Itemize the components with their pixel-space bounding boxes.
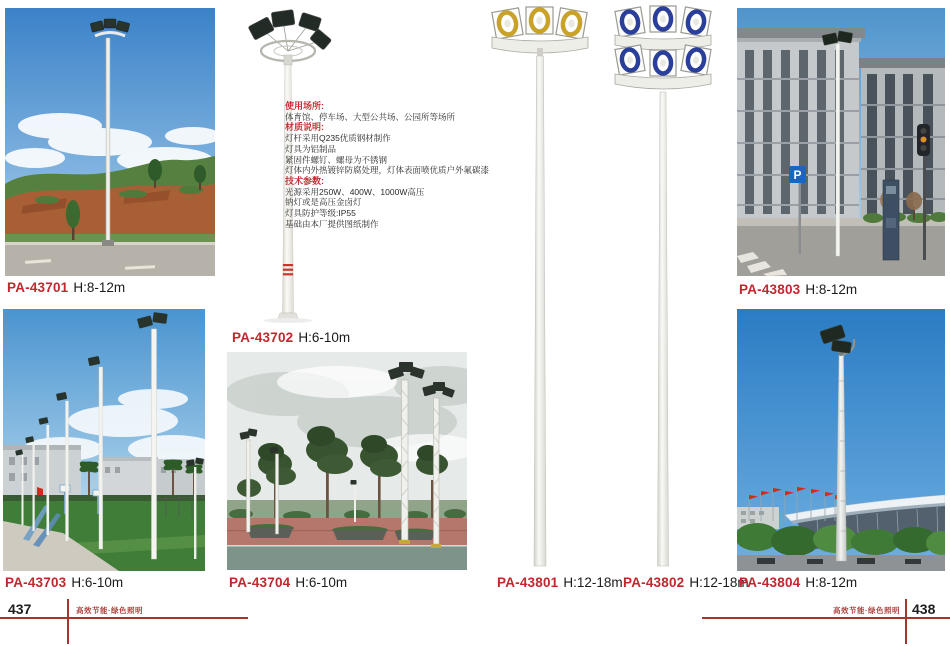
product-height: H:6-10m [295, 575, 348, 590]
building-right [859, 58, 945, 218]
material-line: 紧固件螺钉、螺母为不锈钢 [285, 154, 388, 165]
kiosk-pillar [883, 180, 899, 260]
tech-line: 灯具防护等级:IP55 [285, 208, 356, 219]
product-code: PA-43801 [497, 575, 559, 590]
plaza-teal-pavement [227, 547, 467, 571]
product-code: PA-43701 [7, 280, 69, 295]
product-code: PA-43704 [229, 575, 291, 590]
footer-divider-right [905, 599, 907, 644]
footer-divider-left [67, 599, 69, 644]
product-height: H:8-12m [805, 282, 858, 297]
parking-sign-letter: P [793, 168, 802, 182]
convention-center-scene [737, 309, 945, 571]
product-code: PA-43703 [5, 575, 67, 590]
road [737, 226, 945, 276]
court-pole-row-scene [3, 309, 205, 571]
product-photo-pa43804 [737, 309, 945, 571]
usage-header: 使用场所: [285, 101, 324, 111]
pole [658, 92, 669, 566]
product-caption-pa43701 [7, 280, 125, 295]
page-number-left: 437 [8, 601, 32, 617]
product-height: H:8-12m [73, 280, 126, 295]
product-photo-pa43801 [490, 4, 590, 572]
product-caption-pa43703 [5, 575, 123, 590]
footer-rule-left [0, 617, 248, 619]
material-line: 灯体内外热镀锌防腐处理，灯体表面喷优质户外氟碳漆 [285, 165, 490, 176]
footer-rule-right [702, 617, 950, 619]
tech-line: 钠灯或是高压金卤灯 [285, 197, 362, 208]
product-caption-pa43704 [229, 575, 347, 590]
product-code: PA-43803 [739, 282, 801, 297]
footer-slogan-right: 高效节能·绿色照明 [833, 606, 900, 615]
product-photo-pa43802 [613, 4, 713, 572]
product-height: H:12-18m [689, 575, 749, 590]
footer-slogan-left: 高效节能·绿色照明 [76, 606, 143, 615]
tech-line: 光源采用250W、400W、1000W高压 [285, 186, 425, 197]
pole [534, 56, 546, 566]
product-caption-pa43804 [739, 575, 857, 590]
spec-text-block [285, 101, 490, 229]
tech-line: 基础由本厂提供图纸制作 [285, 218, 379, 229]
product-photo-pa43803 [737, 8, 945, 276]
material-line: 灯具为铝制品 [285, 143, 337, 154]
product-photo-pa43703 [3, 309, 205, 571]
plaza-lattice-pole-scene [227, 352, 467, 570]
product-height: H:8-12m [805, 575, 858, 590]
gold-ring-lamps [497, 10, 582, 36]
red-stripes [283, 264, 293, 275]
product-caption-pa43702 [232, 330, 350, 345]
product-caption-pa43802 [623, 575, 749, 590]
blue-ring-lamps-row2 [620, 48, 705, 73]
product-photo-pa43701 [5, 8, 215, 276]
product-height: H:6-10m [71, 575, 124, 590]
stadium-pole-blue-product [613, 4, 713, 572]
tech-header: 技术参数: [285, 175, 324, 186]
product-height: H:6-10m [298, 330, 351, 345]
stadium-pole-gold-product [490, 4, 590, 572]
product-caption-pa43801 [497, 575, 623, 590]
product-code: PA-43702 [232, 330, 294, 345]
page-number-right: 438 [912, 601, 936, 617]
material-line: 灯杆采用Q235优质钢材制作 [285, 133, 391, 144]
product-code: PA-43802 [623, 575, 685, 590]
product-code: PA-43804 [739, 575, 801, 590]
product-photo-pa43704 [227, 352, 467, 570]
material-header: 材质说明: [285, 122, 324, 133]
product-height: H:12-18m [563, 575, 623, 590]
office-building-scene [737, 8, 945, 276]
usage-line: 体育馆、停车场、大型公共场、公园所等场所 [285, 111, 456, 122]
blue-ring-lamps-row1 [620, 9, 705, 34]
product-caption-pa43803 [739, 282, 857, 297]
floodlight-pole-red-hills-scene [5, 8, 215, 276]
